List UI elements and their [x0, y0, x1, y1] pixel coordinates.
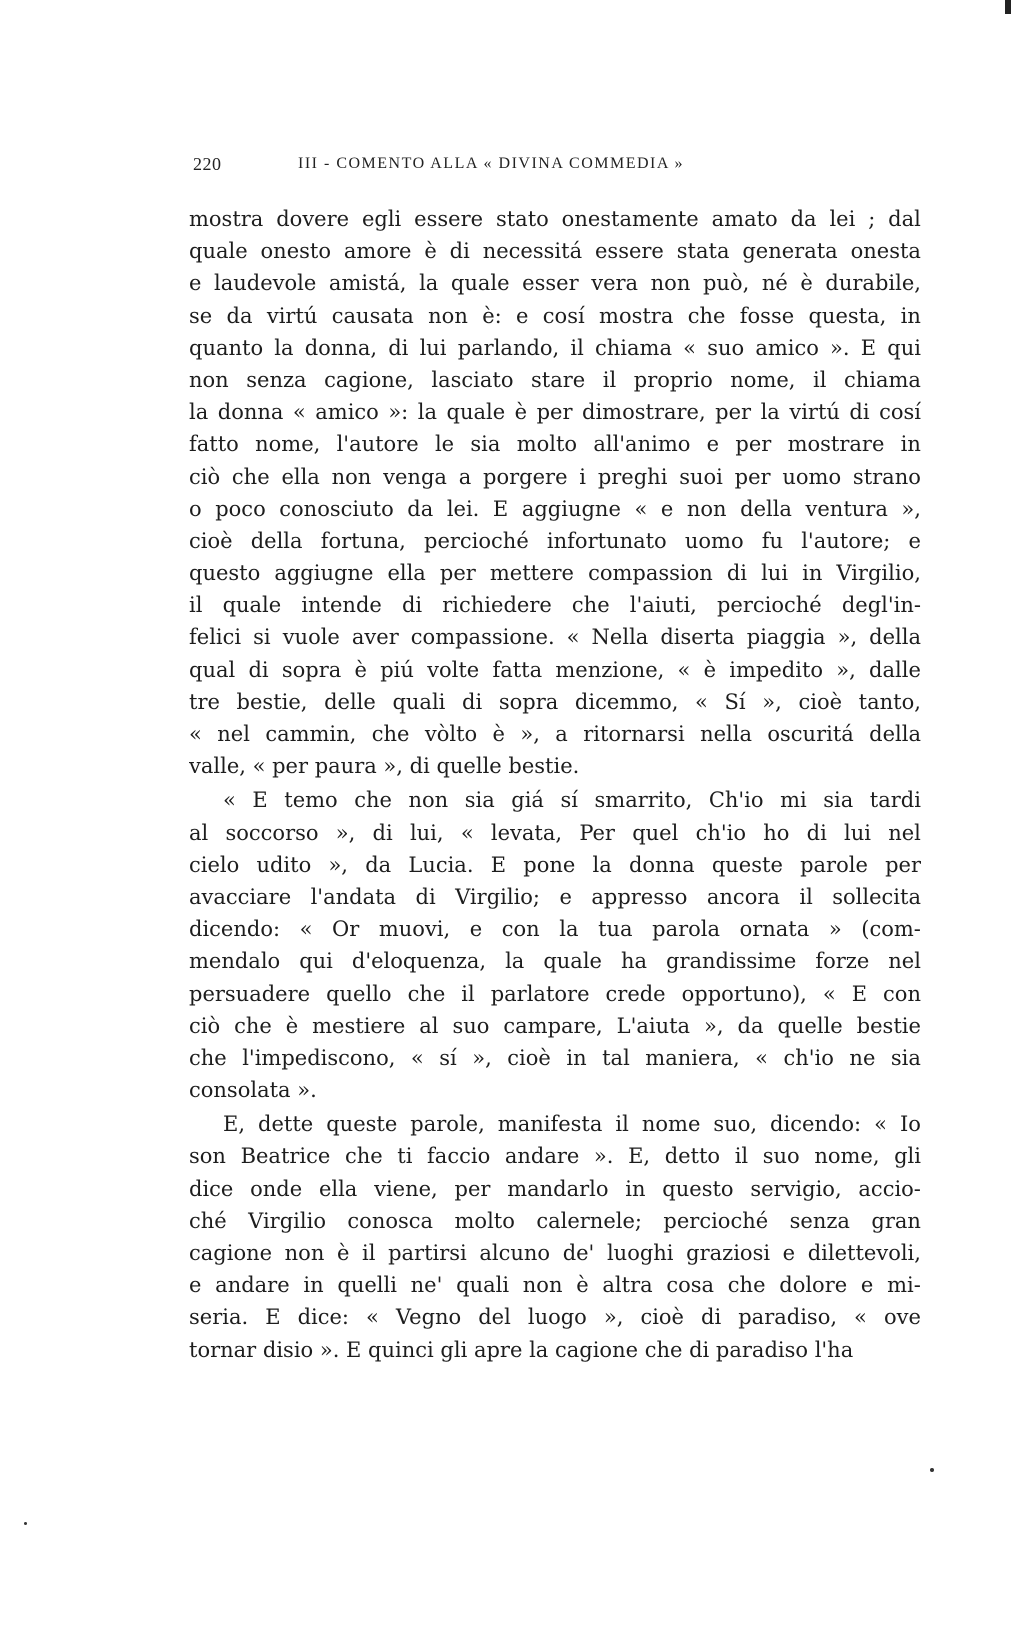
text-line: tornar disio ». E quinci gli apre la cagione che di paradiso l'ha — [189, 1337, 854, 1362]
ink-speck — [930, 1468, 934, 1472]
text-line: se da virtú causata non è: e cosí mostra che fosse questa, in — [189, 303, 921, 328]
text-line: fatto nome, l'autore le sia molto all'animo e per mostrare in — [189, 432, 921, 457]
text-line: « E temo che non sia giá sí smarrito, Ch'io mi sia tardi — [223, 788, 921, 813]
text-line: E, dette queste parole, manifesta il nome suo, dicendo: « Io — [223, 1112, 921, 1137]
text-line: la donna « amico »: la quale è per dimostrare, per la virtú di cosí — [189, 400, 921, 425]
running-head: III - COMENTO ALLA « DIVINA COMMEDIA » — [298, 155, 685, 172]
text-line: questo aggiugne ella per mettere compassion di lui in Virgilio, — [189, 561, 921, 586]
text-line: avacciare l'andata di Virgilio; e appresso ancora il sollecita — [189, 884, 921, 909]
text-line: seria. E dice: « Vegno del luogo », cioè di paradiso, « ove — [189, 1305, 921, 1330]
text-line: cagione non è il partirsi alcuno de' luoghi graziosi e dilettevoli, — [189, 1241, 921, 1265]
text-line: dice onde ella viene, per mandarlo in questo servigio, accio- — [189, 1176, 921, 1201]
ink-speck — [24, 1522, 27, 1525]
scan-corner-mark — [1005, 0, 1011, 14]
text-line: mostra dovere egli essere stato onestamente amato da lei ; dal — [189, 207, 921, 231]
text-line: il quale intende di richiedere che l'aiuti, percioché degl'in- — [189, 593, 921, 618]
page-header — [193, 150, 921, 178]
text-line: ciò che ella non venga a porgere i preghi suoi per uomo strano — [189, 464, 921, 489]
text-line: dicendo: « Or muovi, e con la tua parola ornata » (com- — [189, 917, 921, 942]
text-line: non senza cagione, lasciato stare il proprio nome, il chiama — [189, 367, 921, 392]
body-text — [189, 203, 921, 1366]
text-line: ché Virgilio conosca molto calernele; percioché senza gran — [189, 1208, 921, 1233]
text-line: persuadere quello che il parlatore crede opportuno), « E con — [189, 981, 921, 1006]
text-line: son Beatrice che ti faccio andare ». E, detto il suo nome, gli — [189, 1144, 921, 1169]
text-line: consolata ». — [189, 1078, 317, 1103]
text-line: mendalo qui d'eloquenza, la quale ha grandissime forze nel — [189, 949, 921, 974]
text-line: felici si vuole aver compassione. « Nella diserta piaggia », della — [189, 625, 921, 650]
page-number: 220 — [193, 153, 222, 174]
text-line: cioè della fortuna, percioché infortunato uomo fu l'autore; e — [189, 528, 921, 553]
text-line: o poco conosciuto da lei. E aggiugne « e non della ventura », — [189, 496, 921, 521]
text-line: tre bestie, delle quali di sopra dicemmo, « Sí », cioè tanto, — [189, 689, 921, 714]
text-line: qual di sopra è piú volte fatta menzione, « è impedito », dalle — [189, 657, 921, 682]
text-line: e laudevole amistá, la quale esser vera non può, né è durabile, — [189, 271, 921, 296]
text-line: quanto la donna, di lui parlando, il chiama « suo amico ». E qui — [189, 335, 921, 360]
text-line: e andare in quelli ne' quali non è altra cosa che dolore e mi- — [189, 1273, 921, 1298]
text-line: che l'impediscono, « sí », cioè in tal maniera, « ch'io ne sia — [189, 1045, 921, 1070]
text-line: al soccorso », di lui, « levata, Per quel ch'io ho di lui nel — [189, 820, 921, 845]
text-line: « nel cammin, che vòlto è », a ritornarsi nella oscuritá della — [189, 722, 921, 746]
text-line: valle, « per paura », di quelle bestie. — [189, 754, 580, 779]
text-line: cielo udito », da Lucia. E pone la donna queste parole per — [189, 852, 921, 877]
text-line: ciò che è mestiere al suo campare, L'aiuta », da quelle bestie — [189, 1013, 921, 1038]
text-line: quale onesto amore è di necessitá essere stata generata onesta — [189, 239, 921, 264]
